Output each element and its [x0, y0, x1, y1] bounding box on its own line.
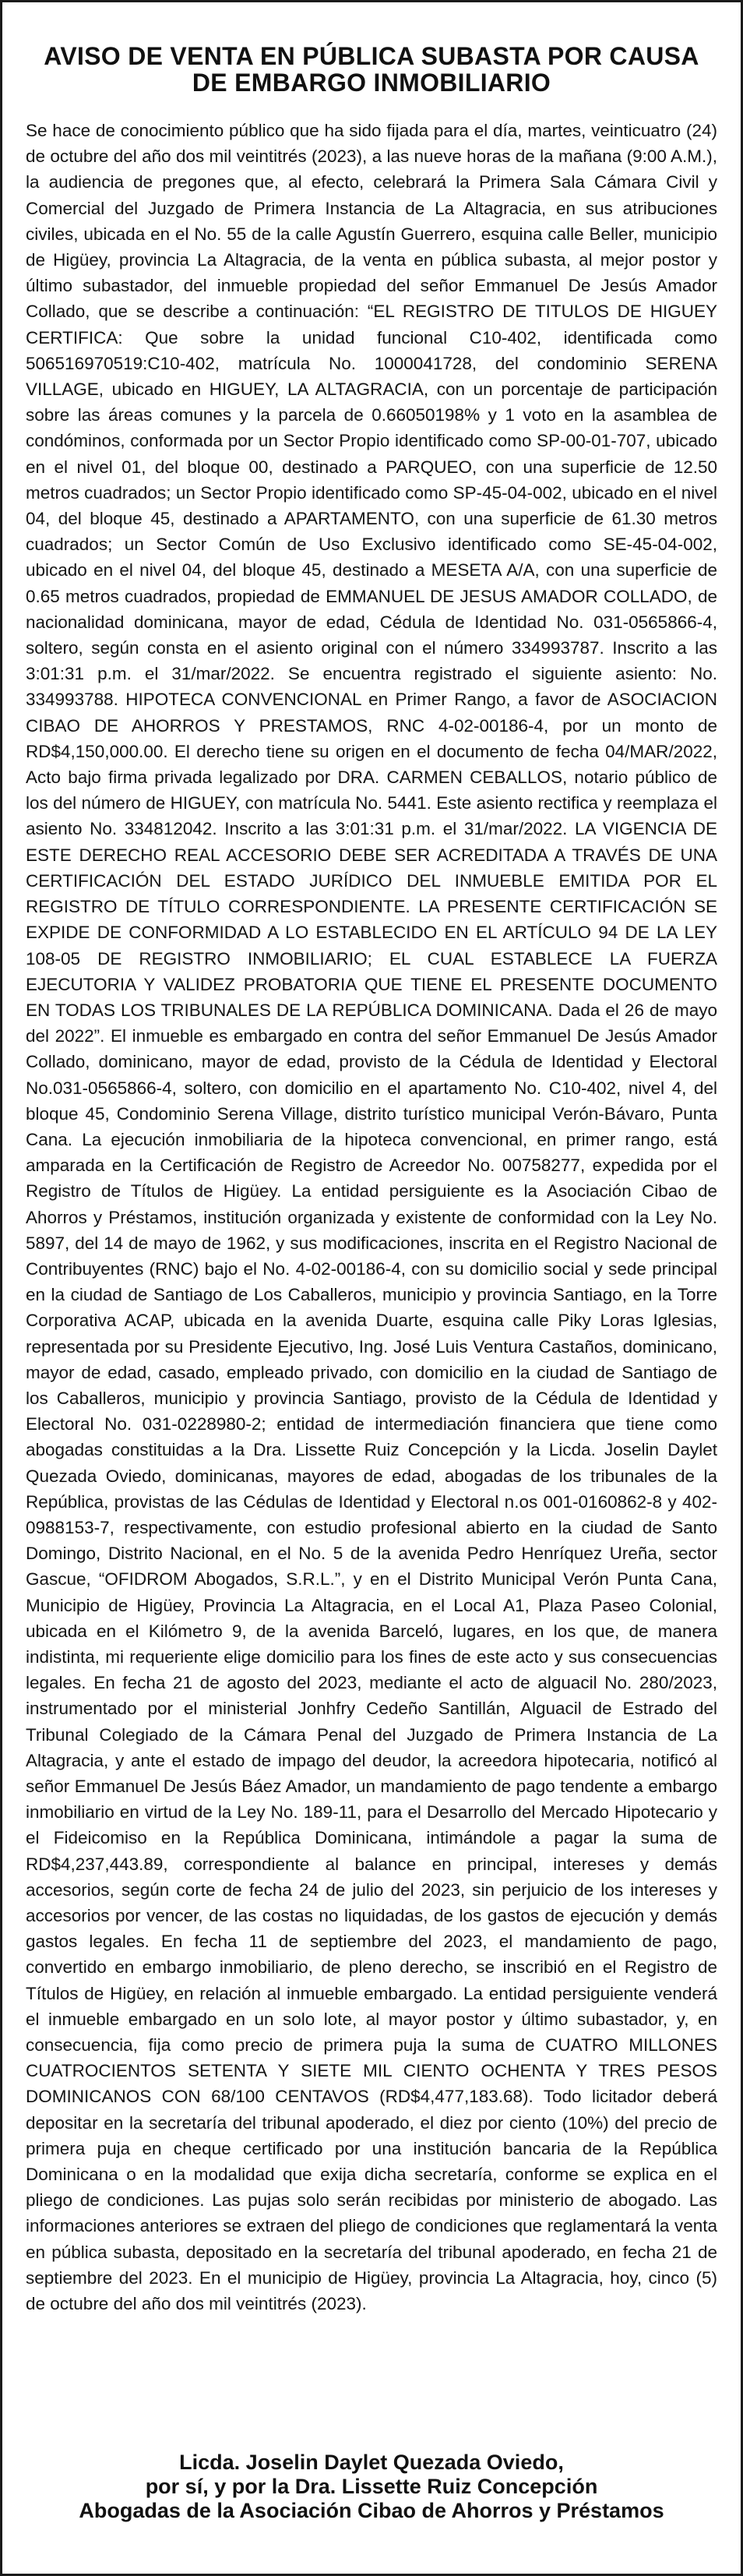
- signature-representation: por sí, y por la Dra. Lissette Ruiz Concepción: [145, 2475, 598, 2498]
- notice-title-line2: DE EMBARGO INMOBILIARIO: [192, 69, 551, 97]
- notice-body: Se hace de conocimiento público que ha sido fijada para el día, martes, veinticuatro (24) de octubre del año dos mil veintitrés (2023), a las nueve horas de la mañana (9:00 A.M.), la audiencia de pregones que, al efecto, celebrará la Primera Sala Cámara Civil y Comercial del Juzgado de Primera Instancia de La Altagracia, en sus atribuciones civiles, ubicada en el No. 55 de la calle Agustín Guerrero, esquina calle Beller, municipio de Higüey, provincia La Altagracia, de la venta en pública subasta, al mejor postor y último subastador, del inmueble propiedad del señor Emmanuel De Jesús Amador Collado, que se describe a continuación: “EL REGISTRO DE TITULOS DE HIGUEY CERTIFICA: Que sobre la unidad funcional C10-402, identificada como 506516970519:C10-402, matrícula No. 1000041728, del condominio SERENA VILLAGE, ubicado en HIGUEY, LA ALTAGRACIA, con un porcentaje de participación sobre las áreas comunes y la parcela de 0.66050198% y 1 voto en la asamblea de condóminos, conformada por un Sector Propio identificado como SP-00-01-707, ubicado en el nivel 01, del bloque 00, destinado a PARQUEO, con una superficie de 12.50 metros cuadrados; un Sector Propio identificado como SP-45-04-002, ubicado en el nivel 04, del bloque 45, destinado a APARTAMENTO, con una superficie de 61.30 metros cuadrados; un Sector Común de Uso Exclusivo identificado como SE-45-04-002, ubicado en el nivel 04, del bloque 45, destinado a MESETA A/A, con una superficie de 0.65 metros cuadrados, propiedad de EMMANUEL DE JESUS AMADOR COLLADO, de nacionalidad dominicana, mayor de edad, Cédula de Identidad No. 031-0565866-4, soltero, según consta en el asiento original con el número 334993787. Inscrito a las 3:01:31 p.m. el 31/mar/2022. Se encuentra registrado el siguiente asiento: No. 334993788. HIPOTECA CONVENCIONAL en Primer Rango, a favor de ASOCIACION CIBAO DE AHORROS Y PRESTAMOS, RNC 4-02-00186-4, por un monto de RD$4,150,000.00. El derecho tiene su origen en el documento de fecha 04/MAR/2022, Acto bajo firma privada legalizado por DRA. CARMEN CEBALLOS, notario público de los del número de HIGUEY, con matrícula No. 5441. Este asiento rectifica y reemplaza el asiento No. 334812042. Inscrito a las 3:01:31 p.m. el 31/mar/2022. LA VIGENCIA DE ESTE DERECHO REAL ACCESORIO DEBE SER ACREDITADA A TRAVÉS DE UNA CERTIFICACIÓN DEL ESTADO JURÍDICO DEL INMUEBLE EMITIDA POR EL REGISTRO DE TÍTULO CORRESPONDIENTE. LA PRESENTE CERTIFICACIÓN SE EXPIDE DE CONFORMIDAD A LO ESTABLECIDO EN EL ARTÍCULO 94 DE LA LEY 108-05 DE REGISTRO INMOBILIARIO; EL CUAL ESTABLECE LA FUERZA EJECUTORIA Y VALIDEZ PROBATORIA QUE TIENE EL PRESENTE DOCUMENTO EN TODAS LOS TRIBUNALES DE LA REPÚBLICA DOMINICANA. Dada el 26 de mayo del 2022”. El inmueble es embargado en contra del señor Emmanuel De Jesús Amador Collado, dominicano, mayor de edad, provisto de la Cédula de Identidad y Electoral No.031-0565866-4, soltero, con domicilio en el apartamento No. C10-402, nivel 4, del bloque 45, Condominio Serena Village, distrito turístico municipal Verón-Bávaro, Punta Cana. La ejecución inmobiliaria de la hipoteca convencional, en primer rango, está amparada en la Certificación de Registro de Acreedor No. 00758277, expedida por el Registro de Títulos de Higüey. La entidad persiguiente es la Asociación Cibao de Ahorros y Préstamos, institución organizada y existente de conformidad con la Ley No. 5897, del 14 de mayo de 1962, y sus modificaciones, inscrita en el Registro Nacional de Contribuyentes (RNC) bajo el No. 4-02-00186-4, con su domicilio social y sede principal en la ciudad de Santiago de Los Caballeros, municipio y provincia Santiago, en la Torre Corporativa ACAP, ubicada en la avenida Duarte, esquina calle Piky Loras Iglesias, representada por su Presidente Ejecutivo, Ing. José Luis Ventura Castaños, dominicano, mayor de edad, casado, empleado privado, con domicilio en la ciudad de Santiago de los Caballeros, municipio y provincia Santiago, provisto de la Cédula de Identidad y Electoral No. 031-0228980-2; entidad de intermediación financiera que tiene como abogadas constituidas a la Dra. Lissette Ruiz Concepción y la Licda. Joselin Daylet Quezada Oviedo, dominicanas, mayores de edad, abogadas de los tribunales de la República, provistas de las Cédulas de Identidad y Electoral n.os 001-0160862-8 y 402-0988153-7, respectivamente, con estudio profesional abierto en la ciudad de Santo Domingo, Distrito Nacional, en el No. 5 de la avenida Pedro Henríquez Ureña, sector Gascue, “OFIDROM Abogados, S.R.L.”, y en el Distrito Municipal Verón Punta Cana, Municipio de Higüey, Provincia La Altagracia, en el Local A1, Plaza Paseo Colonial, ubicada en el Kilómetro 9, de la avenida Barceló, lugares, en los que, de manera indistinta, mi requeriente elige domicilio para los fines de este acto y sus consecuencias legales. En fecha 21 de agosto del 2023, mediante el acto de alguacil No. 280/2023, instrumentado por el ministerial Jonhfry Cedeño Santillán, Alguacil de Estrado del Tribunal Colegiado de la Cámara Penal del Juzgado de Primera Instancia de La Altagracia, y ante el estado de impago del deudor, la acreedora hipotecaria, notificó al señor Emmanuel De Jesús Báez Amador, un mandamiento de pago tendente a embargo inmobiliario en virtud de la Ley No. 189-11, para el Desarrollo del Mercado Hipotecario y el Fideicomiso en la República Dominicana, intimándole a pagar la suma de RD$4,237,443.89, correspondiente al balance en principal, intereses y demás accesorios, según corte de fecha 24 de julio del 2023, sin perjuicio de los intereses y accesorios por vencer, de las costas no liquidadas, de los gastos de ejecución y demás gastos legales. En fecha 11 de septiembre del 2023, el mandamiento de pago, convertido en embargo inmobiliario, de pleno derecho, se inscribió en el Registro de Títulos de Higüey, en relación al inmueble embargado. La entidad persiguiente venderá el inmueble embargado en un solo lote, al mayor postor y último subastador, y, en consecuencia, fija como precio de primera puja la suma de CUATRO MILLONES CUATROCIENTOS SETENTA Y SIETE MIL CIENTO OCHENTA Y TRES PESOS DOMINICANOS CON 68/100 CENTAVOS (RD$4,477,183.68). Todo licitador deberá depositar en la secretaría del tribunal apoderado, el diez por ciento (10%) del precio de primera puja en cheque certificado por una institución bancaria de la República Dominicana o en la modalidad que exija dicha secretaría, conforme se explica en el pliego de condiciones. Las pujas solo serán recibidas por ministerio de abogado. Las informaciones anteriores se extraen del pliego de condiciones que reglamentará la venta en pública subasta, depositado en la secretaría del tribunal apoderado, en fecha 21 de septiembre del 2023. En el municipio de Higüey, provincia La Altagracia, hoy, cinco (5) de octubre del año dos mil veintitrés (2023).: [26, 121, 717, 2314]
- notice-title: [26, 43, 717, 96]
- signature-role: Abogadas de la Asociación Cibao de Ahorros y Préstamos: [79, 2499, 664, 2522]
- signature-name: Licda. Joselin Daylet Quezada Oviedo,: [179, 2451, 564, 2474]
- notice-title-line1: AVISO DE VENTA EN PÚBLICA SUBASTA POR CAUSA: [44, 42, 699, 70]
- signature-block: [26, 2451, 717, 2523]
